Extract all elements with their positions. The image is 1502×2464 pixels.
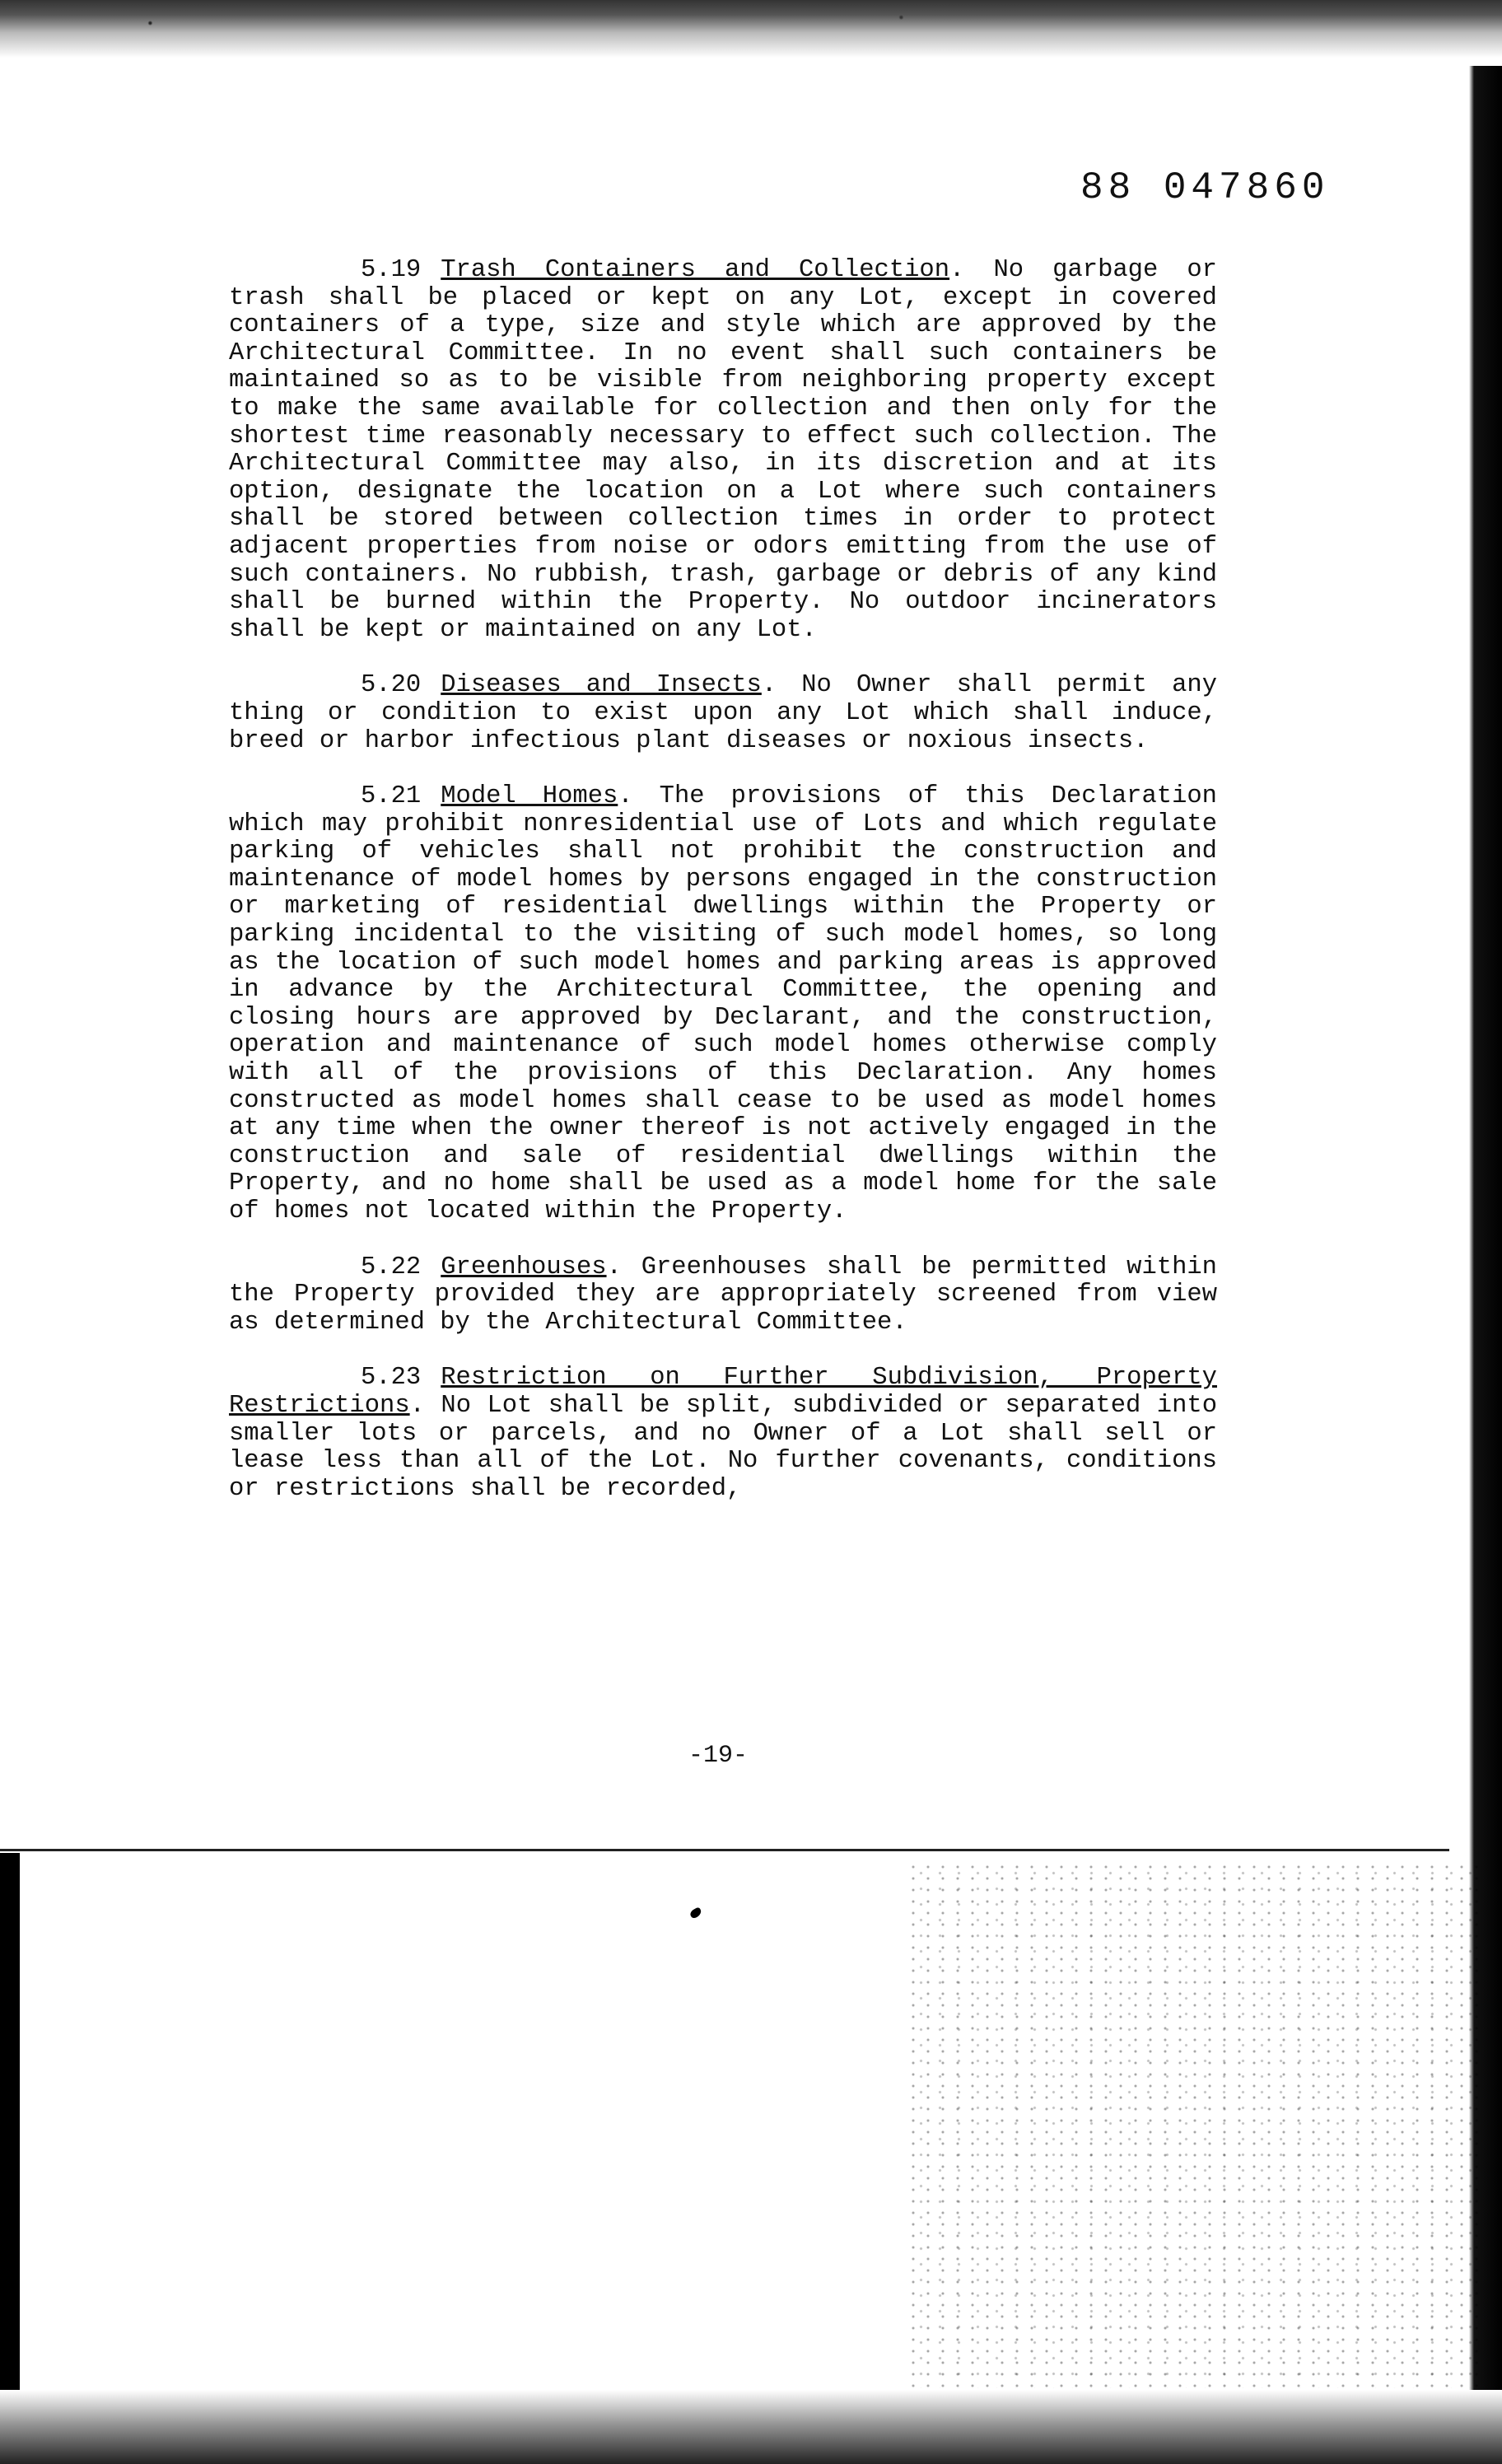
section-text: . The provisions of this Declaration which may prohibit nonresidential use of Lots and which regulate parking of vehicles shall not prohibit the construction and maintenance of model homes by persons engaged in the construction or marketing of residential dwellings within the Property or parking incidental to the visiting of such model homes, so long as the location of such model homes and parking areas is approved in advance by the Architectural Committee, the opening and closing hours are approved by Declarant, and the construction, operation and maintenance of such model homes otherwise comply with all of the provisions of this Declaration. Any homes constructed as model homes shall cease to be used as model homes at any time when the owner thereof is not actively engaged in the construction and sale of residential dwellings within the Property, and no home shall be used as a model home for the sale of homes not located within the Property. <box>229 782 1217 1225</box>
section-text: . Greenhouses shall be permitted within the Property provided they are appropriately screened from view as determined by the Architectural Committee. <box>229 1253 1217 1337</box>
ink-mark <box>688 1906 702 1920</box>
section-heading: Restriction on Further Subdivision, Property Restrictions <box>229 1364 1217 1420</box>
scan-noise <box>906 1861 1482 2388</box>
document-number: 88 047860 <box>1080 166 1330 209</box>
section-heading: Diseases and Insects <box>441 671 762 700</box>
section-text: . No Lot shall be split, subdivided or separated into smaller lots or parcels, and no Owner of a Lot shall sell or lease less than all of the Lot. No further covenants, conditions or restrictions shall be recorded, <box>229 1391 1217 1503</box>
section-number: 5.22 <box>361 1253 422 1281</box>
page-number: -19- <box>688 1742 748 1770</box>
section-text: . No Owner shall permit any thing or condition to exist upon any Lot which shall induce, breed or harbor infectious plant diseases or noxious insects. <box>229 671 1217 755</box>
document-body <box>229 257 1217 1531</box>
paragraph-5-22 <box>229 1254 1217 1337</box>
scan-artifact-bottom <box>0 2390 1502 2464</box>
section-heading: Trash Containers and Collection <box>441 256 950 284</box>
section-number: 5.20 <box>361 671 422 700</box>
scan-artifact-top <box>0 0 1502 58</box>
paragraph-5-21 <box>229 783 1217 1226</box>
section-heading: Model Homes <box>441 782 618 811</box>
section-number: 5.21 <box>361 782 422 811</box>
section-number: 5.23 <box>361 1364 422 1393</box>
section-number: 5.19 <box>361 256 422 284</box>
page-edge <box>0 1849 1449 1851</box>
section-heading: Greenhouses <box>441 1253 607 1281</box>
scan-artifact-left <box>0 1853 20 2464</box>
section-text: . No garbage or trash shall be placed or kept on any Lot, except in covered containers of a type, size and style which are approved by the Architectural Committee. In no event shall such containers be maintained so as to be visible from neighboring property except to make the same available for collection and then only for the shortest time reasonably necessary to effect such collection. The Architectural Committee may also, in its discretion and at its option, designate the location on a Lot where such containers shall be stored between collection times in order to protect adjacent properties from noise or odors emitting from the use of such containers. No rubbish, trash, garbage or debris of any kind shall be burned within the Property. No outdoor incinerators shall be kept or maintained on any Lot. <box>229 256 1217 644</box>
paragraph-5-20 <box>229 672 1217 755</box>
paragraph-5-23 <box>229 1365 1217 1503</box>
paragraph-5-19 <box>229 257 1217 644</box>
